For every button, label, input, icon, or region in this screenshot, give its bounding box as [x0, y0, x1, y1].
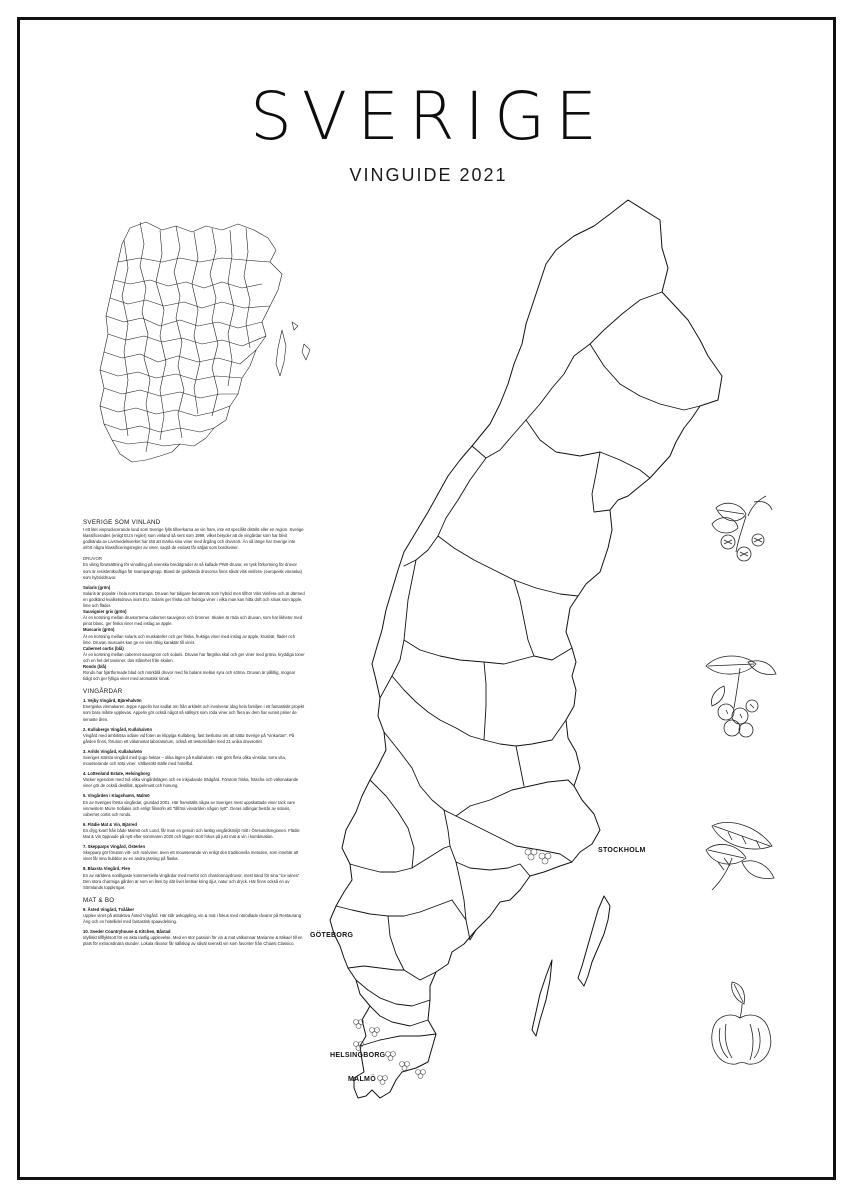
stay-name: 9. Åsted Vingård, Tvååker: [83, 906, 135, 912]
vineyard-name: 8. Blaxsta Vingård, Flen: [83, 866, 131, 872]
vineyard-name: 4. Lottenlund Estate, Helsingborg: [83, 771, 150, 777]
vineyard-text: Energiska vinmakaren Jeppe Appelin har sadlat om från arkitekt och involverar idag hela familjen i ett fantastiskt projekt som bara måste upplevas. Appelin gör också något så sällsynt som röda viner och flera av dem har vunnit priser de senaste åren.: [83, 704, 305, 722]
grape-name: Cabernet cortis (blå): [83, 645, 124, 651]
guide-text: [83, 519, 305, 947]
section-heading-vinland: SVERIGE SOM VINLAND: [83, 519, 161, 526]
vineyard-text: Sveriges största vingård med tjugo hektar – olika lägen på Kullahalvön. Här görs flera olika vinstilar, torra vita, mousserande och söta viner. Välbesökt ställe med hotellbd.: [83, 755, 286, 767]
marker-skane-4: [386, 1052, 396, 1061]
vineyard-text: En av världens nordligaste kommersiella vingårdar med merlot och chardonnaydruvor, mest känd för sina "ice wines". Den stora charmiga gården är som en liten by där livet kretsar kring djur, natur och dryck. Här finns också en av Sörmlands toppkrögar.: [83, 872, 301, 890]
vineyard-text: Vacker egendom med två olika vingårdslägen och en inkjudande trädgård. Förutom friska, fräscha och välsmakande viner gör de också destillat, äppelmust och honung.: [83, 777, 299, 789]
grape-name: Solaris (grön): [83, 584, 111, 590]
poster-title: SVERIGE: [250, 78, 607, 155]
city-label-helsingborg: HELSINGBORG: [330, 1052, 386, 1059]
stay-name: 10. Sseder Countryhouse & Kitchen, Båstad: [83, 929, 171, 935]
city-label-malmo: MALMÖ: [348, 1076, 376, 1083]
section-heading-mat-bo: MAT & BO: [83, 896, 115, 904]
marker-skane-2: [370, 1028, 380, 1037]
vineyard-name: 5. Vingården i Klagshamn, Malmö: [83, 793, 150, 799]
apple-illustration: [706, 978, 776, 1068]
marker-skane-7: [416, 1070, 426, 1079]
grape-text: Rondo har hjärtformade blad och mörkblå druvor med fin balans mellan syra och sötma. Druvan är pålitlig, mognar tidigt och ger fylliga viner med aromatisk smak.: [83, 670, 296, 682]
sweden-outline: [330, 200, 722, 1098]
vineyard-text: En dryg kvart från både Malmö och Lund, får man en genuin och lantlig vingårdsmiljö mitt i Öresundsregionen. Flädie Mat & Vin öppnade på nytt efter sommaren 2020 och lägger stort fokus på just mat & vin i kombination.: [83, 827, 300, 840]
grape-text: Är en korsning mellan cabernet sauvignon och solaris. Druvan har färgrika skal och ger viner med gröna, kryddiga toner och en hel del tanniner, dos ståsvhet från skalen.: [83, 651, 305, 663]
vineyard-text: Skepparp gör förutom vitt- och roséviner, även ett mousserande vin enligt den traditionella metoden, som innebär att vinet får sina bubblor av en andra jäsning på flaska.: [83, 850, 299, 862]
section-heading-vingardar: VINGÅRDAR: [83, 688, 123, 696]
grape-name: Sauvignier gris (grön): [83, 609, 127, 615]
gotland-outline: [578, 896, 610, 986]
county-borders: [336, 292, 700, 1046]
vineyard-name: 3. Arilds Vingård, Kullahalvön: [83, 748, 143, 754]
southern-sweden-inset: [100, 222, 310, 462]
city-label-goteborg: GÖTEBORG: [310, 932, 354, 939]
vineyard-name: 1. Vejby Vingård, Bjärehalvön: [83, 698, 142, 704]
grape-name: Rondo (blå): [83, 663, 107, 669]
leaves-illustration: [702, 818, 782, 893]
intro-paragraph: I ett litet vinproducerande land som Sverige fylls tillverkarna av vin fram, inte ett specifikt distrikt eller en region. Sverige klassificerades (enligt EU:s regler) som vinland så sent som 1999, vilket betyder att de vingårdar som har blivit godkända av Livsmedelsverket har rätt att märka sina viner med årgång och druvsort. Än så länge har Sverige inte infört några klassificeringsregler av viner, vaqrå de endast får säljas som bordsviner.: [83, 527, 304, 551]
vineyard-name: 6. Flädie Mat & Vin, Bjärred: [83, 821, 137, 827]
grape-text: Är en korsning mellan solaris och muskateller och ger friska, fruktiga viner med inslag av äpple, krusbär, fläder och lime. Druvan muscaris kan ge en viss rökig karaktär till vinet.: [83, 633, 296, 645]
stay-text: Upplev vinet på attraktiva Åsted Vingård. Här står avkoppling, vin & mat i fokus med närodlade råvaror på Restaurang Äng och en hotellidel med fantastisk spaavdelning.: [83, 912, 302, 924]
vineyard-text: Vingård med ambitiösa odlare vid foten av klippiga Kullaberg, fast beslutna om att sätta Sverige på "vinkartan". På gården finns, förutom ett välutrustat laboratorium, också ett testområdet med 21 unika druvsorter.: [83, 732, 295, 744]
grape-text: Solaris är populär i hela norra Europa. Druvan har tidigare benämnts som hybrid men tillhör Vitis Vinifera och är därmed en godkänd kvalitetsdruva inom EU. Solaris ger friska och fruktiga viner i vilka man kan hitta doft och smak som äpple, lime och fläder.: [83, 590, 305, 609]
vineyard-text: En av Sveriges första vingårdar, grundad 2001. Här framställs några av Sveriges mest uppskattade viner tack vare vinmestern Murre Sofiakis och enligt filosofin att "tillföra vinvärlden någon nytt". Deras odlingar består av solaris, cabernet cortis och rondo.: [83, 799, 296, 817]
lingonberry-illustration: [700, 650, 780, 745]
city-label-stockholm: STOCKHOLM: [598, 847, 646, 854]
inset-outline: [100, 222, 282, 462]
winery-markers: [354, 849, 552, 1085]
subheading-druvor: DRUVOR: [83, 556, 103, 562]
poster-subtitle: VINGUIDE 2021: [349, 165, 508, 185]
raspberry-illustration: [706, 490, 776, 580]
vineyard-name: 2. Kullabergs Vingård, Kullahalvön: [83, 726, 153, 732]
marker-skane-6: [378, 1076, 388, 1085]
oland-outline: [532, 960, 552, 1036]
inset-islet: [292, 322, 298, 330]
grape-text: Är en korsning mellan druvsorterna cabernet sauvignon och bronner. Skalen är röda och druvan, som har likheter med pinot blanc, ger friska viner med inslag av äpple.: [83, 615, 303, 627]
grape-name: Muscaris (grön): [83, 627, 115, 633]
inset-gotland-tip: [302, 344, 310, 360]
inset-oland: [276, 330, 286, 376]
stay-text: Idylliskt tillflyktsort för en äkta lantlig upplevelse. Med en stor passion för vin & mat välkomnar Marianne & Mikael till en plats för extraordinära stunder. Lokala råvaror får sällskap av såväl svenskt vin som favoriter från Chianti Classico.: [83, 935, 303, 947]
marker-skane-5: [400, 1062, 410, 1071]
druvor-paragraph: En viktig förutsättning för vinodling på svenska breddgrader är så kallade PIWI-druvor, en tysk förkortning för druvor som är resistentkraftiga för svampangrepp. Bland de godkända druvorna finns såväl vitis vinifera- (europeisk vinranka) som hybriddruvor.: [83, 562, 303, 580]
vineyard-name: 7. Skepparps Vingård, Österlen: [83, 844, 146, 850]
